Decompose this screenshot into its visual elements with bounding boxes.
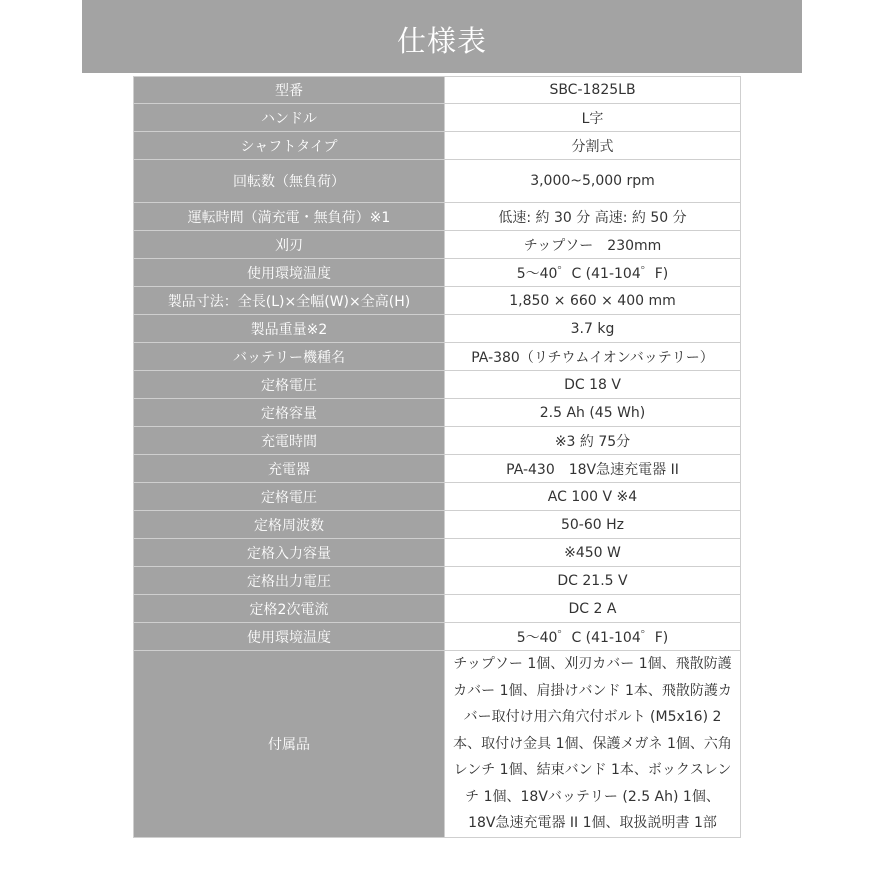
row-label: 製品寸法：全長(L)×全幅(W)×全高(H)	[134, 287, 445, 315]
table-row	[134, 371, 741, 399]
table-row	[134, 623, 741, 651]
row-label: 運転時間（満充電・無負荷）※1	[134, 203, 445, 231]
row-label: 定格周波数	[134, 511, 445, 539]
row-label: 付属品	[134, 651, 445, 838]
row-value: チップソー 230mm	[445, 231, 741, 259]
table-row	[134, 567, 741, 595]
row-label: 定格容量	[134, 399, 445, 427]
row-label: 充電時間	[134, 427, 445, 455]
table-row	[134, 259, 741, 287]
row-value: SBC-1825LB	[445, 77, 741, 104]
row-value: 2.5 Ah (45 Wh)	[445, 399, 741, 427]
row-value: 1,850 × 660 × 400 mm	[445, 287, 741, 315]
row-value: DC 21.5 V	[445, 567, 741, 595]
row-label: シャフトタイプ	[134, 132, 445, 160]
row-value: PA-430 18V急速充電器 II	[445, 455, 741, 483]
row-label: 定格電圧	[134, 371, 445, 399]
row-value: 低速: 約 30 分 高速: 約 50 分	[445, 203, 741, 231]
table-row	[134, 483, 741, 511]
table-row	[134, 160, 741, 203]
table-row	[134, 595, 741, 623]
row-label: 定格電圧	[134, 483, 445, 511]
table-row	[134, 132, 741, 160]
table-row	[134, 231, 741, 259]
row-value: ※450 W	[445, 539, 741, 567]
spec-table	[133, 76, 741, 838]
table-row	[134, 427, 741, 455]
table-row	[134, 287, 741, 315]
table-row	[134, 511, 741, 539]
row-label: 定格出力電圧	[134, 567, 445, 595]
row-label: 使用環境温度	[134, 259, 445, 287]
row-value: L字	[445, 104, 741, 132]
row-value: AC 100 V ※4	[445, 483, 741, 511]
row-label: 回転数（無負荷）	[134, 160, 445, 203]
row-value: 3,000~5,000 rpm	[445, 160, 741, 203]
row-label: 製品重量※2	[134, 315, 445, 343]
table-row	[134, 104, 741, 132]
row-value: チップソー 1個、刈刃カバー 1個、飛散防護カバー 1個、肩掛けバンド 1本、飛散防護カバー取付け用六角穴付ボルト (M5x16) 2本、取付け金具 1個、保護メガネ 1個、六角レンチ 1個、結束バンド 1本、ボックスレンチ 1個、18Vバッテリー (2.5 Ah) 1個、18V急速充電器 II 1個、取扱説明書 1部	[445, 651, 741, 838]
table-row	[134, 203, 741, 231]
row-value: 5～40゜C (41-104゜F)	[445, 259, 741, 287]
row-label: 定格2次電流	[134, 595, 445, 623]
row-value: PA-380（リチウムイオンバッテリー）	[445, 343, 741, 371]
table-row	[134, 315, 741, 343]
row-label: ハンドル	[134, 104, 445, 132]
page-title: 仕様表	[396, 24, 487, 58]
row-label: 充電器	[134, 455, 445, 483]
row-value: 分割式	[445, 132, 741, 160]
row-label: 刈刃	[134, 231, 445, 259]
page-header	[82, 0, 802, 73]
row-value: ※3 約 75分	[445, 427, 741, 455]
row-value: DC 2 A	[445, 595, 741, 623]
table-row	[134, 455, 741, 483]
row-label: 使用環境温度	[134, 623, 445, 651]
row-value: 3.7 kg	[445, 315, 741, 343]
row-value: 5～40゜C (41-104゜F)	[445, 623, 741, 651]
row-value: DC 18 V	[445, 371, 741, 399]
row-label: 型番	[134, 77, 445, 104]
table-row	[134, 539, 741, 567]
table-row	[134, 343, 741, 371]
row-label: バッテリー機種名	[134, 343, 445, 371]
row-label: 定格入力容量	[134, 539, 445, 567]
row-value: 50-60 Hz	[445, 511, 741, 539]
table-row	[134, 651, 741, 838]
table-row	[134, 399, 741, 427]
table-row	[134, 77, 741, 104]
